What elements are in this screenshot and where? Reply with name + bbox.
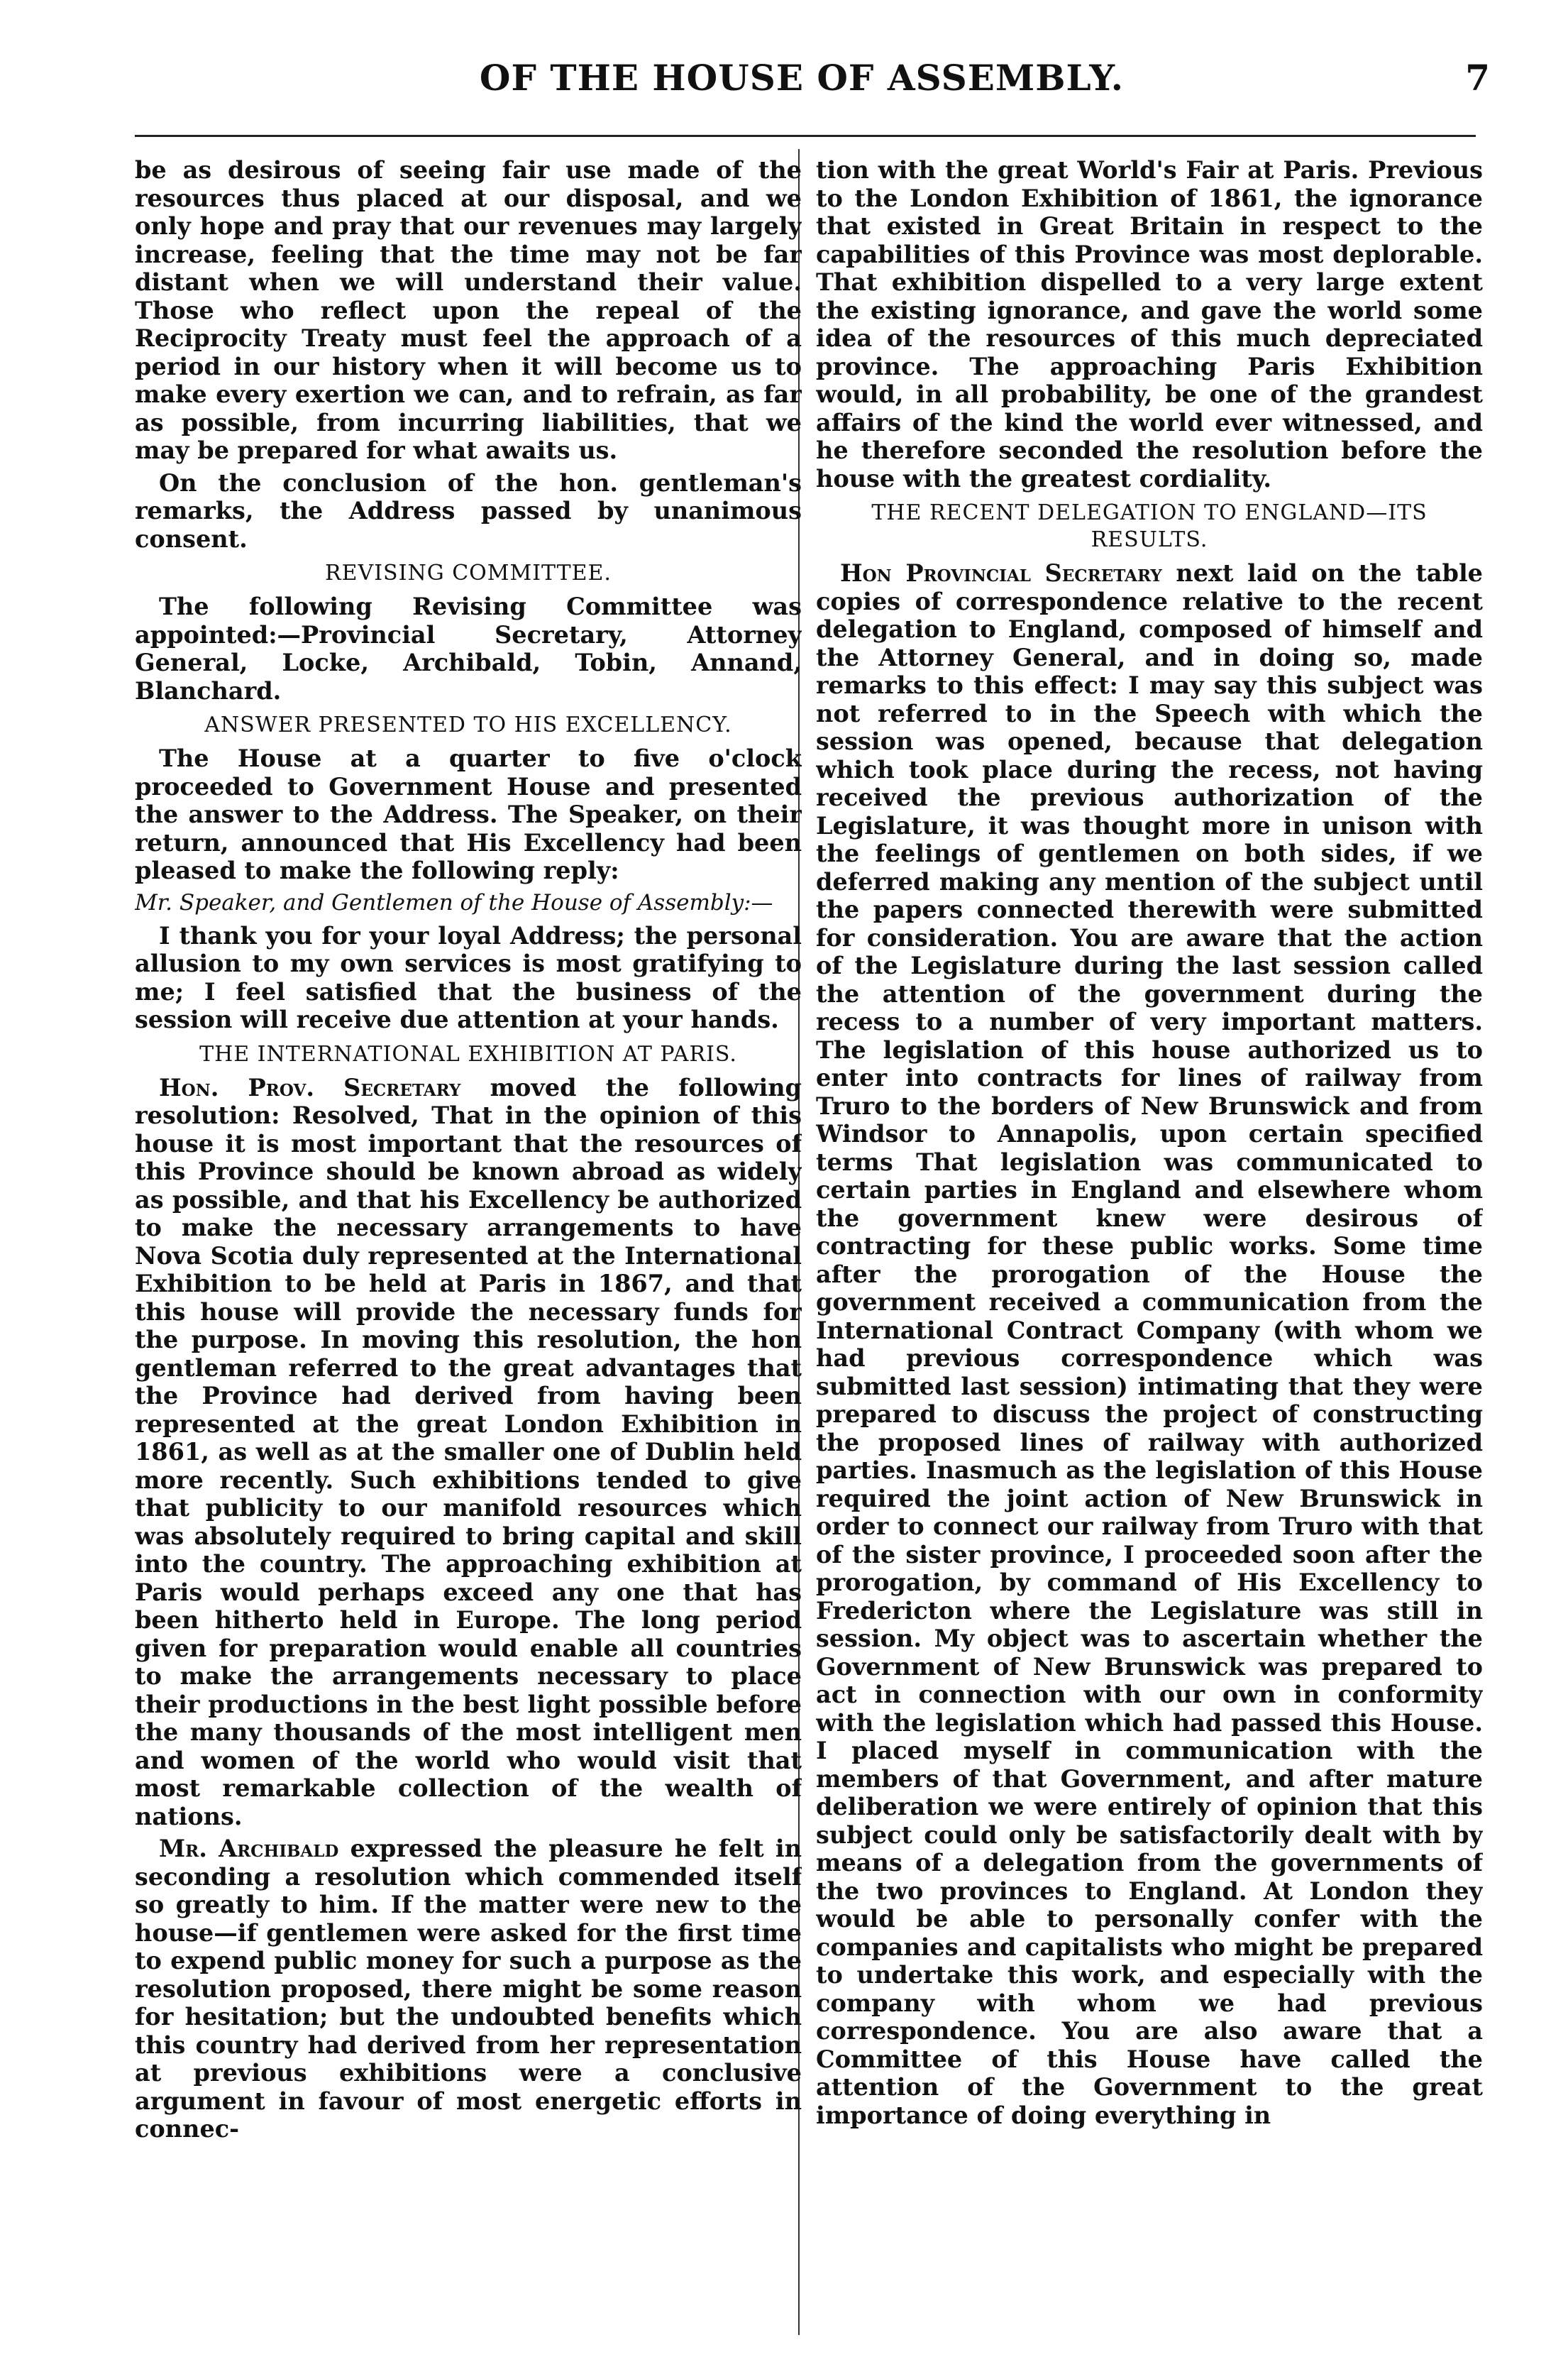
page-header [114,57,1490,121]
paragraph-text: moved the following resolution: Resolved, That in the opinion of this house it is most important that the resources of this Province should be known abroad as widely as possible, and that his Excellency be authorized to make the necessary arrangements to have Nova Scotia duly represented at the International Exhibition to be held at Paris in 1867, and that this house will provide the necessary funds for the purpose. In moving this resolution, the hon gentleman referred to the great advantages that the Province had derived from having been represented at the great London Exhibition in 1861, as well as at the smaller one of Dublin held more recently. Such exhibitions tended to give that publicity to our manifold resources which was absolutely required to bring capital and skill into the country. The approaching exhibition at Paris would perhaps exceed any one that has been hitherto held in Europe. The long period given for preparation would enable all countries to make the arrangements necessary to place their productions in the best light possible before the many thousands of the most intelligent men and women of the world who would visit that most remarkable collection of the wealth of nations. [135,1073,802,1830]
section-heading: REVISING COMMITTEE. [325,561,612,586]
speaker-name: Hon. Prov. Secretary [159,1073,461,1101]
paragraph [816,559,1483,2129]
paragraph: tion with the great World's Fair at Paris. Previous to the London Exhibition of 1861, the ignorance that existed in Great Britain in respect to the capabilities of this Province was most deplorable. That exhibition dispelled to a very large extent the existing ignorance, and gave the world some idea of the resources of this much depreciated province. The approaching Paris Exhibition would, in all probability, be one of the grandest affairs of the kind the world ever witnessed, and he therefore seconded the resolution before the house with the greatest cordiality. [816,156,1483,493]
section-heading: THE RECENT DELEGATION TO ENGLAND—ITS RESULTS. [871,500,1428,552]
running-title: OF THE HOUSE OF ASSEMBLY. [479,57,1125,99]
paragraph: The House at a quarter to five o'clock proceeded to Government House and presented the answer to the Address. The Speaker, on their return, announced that His Excellency had been pleased to make the following reply: [135,745,802,884]
header-rule [135,135,1476,137]
page-number: 7 [1465,57,1490,99]
paragraph: I thank you for your loyal Address; the personal allusion to my own services is most gratifying to me; I feel satisfied that the business of the session will receive due attention at your hands. [135,921,802,1033]
left-column [135,156,802,2335]
paragraph [135,1074,802,1831]
reply-salutation: Mr. Speaker, and Gentlemen of the House of Assembly:— [135,889,773,916]
paragraph: On the conclusion of the hon. gentleman's remarks, the Address passed by unanimous consent. [135,468,802,553]
paragraph [135,1835,802,2143]
paragraph: be as desirous of seeing fair use made of the resources thus placed at our disposal, and we only hope and pray that our revenues may largely increase, feeling that the time may not be far distant when we will understand their value. Those who reflect upon the repeal of the Reciprocity Treaty must feel the approach of a period in our history when it will become us to make every exertion we can, and to refrain, as far as possible, from incurring liabilities, that we may be prepared for what awaits us. [135,156,802,464]
section-heading: ANSWER PRESENTED TO HIS EXCELLENCY. [204,713,732,737]
paragraph-text: expressed the pleasure he felt in seconding a resolution which commended itself so greatly to him. If the matter were new to the house—if gentlemen were asked for the first time to expend public money for such a purpose as the resolution proposed, there might be some reason for hesitation; but the undoubted benefits which this country had derived from her representation at previous exhibitions were a conclusive argument in favour of most energetic efforts in connec- [135,1835,802,2143]
paragraph: The following Revising Committee was appointed:—Provincial Secretary, Attorney General, Locke, Archibald, Tobin, Annand, Blanchard. [135,593,802,705]
speaker-name: Mr. Archibald [159,1835,339,1862]
right-column [816,156,1483,2335]
speaker-name: Hon Provincial Secretary [840,559,1162,587]
section-heading: THE INTERNATIONAL EXHIBITION AT PARIS. [199,1041,737,1067]
paragraph-text: next laid on the table copies of correspondence relative to the recent delegation to England, composed of himself and the Attorney General, and in doing so, made remarks to this effect: I may say this subject was not referred to in the Speech with which the session was opened, because that delegation which took place during the recess, not having received the previous authorization of the Legislature, it was thought more in unison with the feelings of gentlemen on both sides, if we deferred making any mention of the subject until the papers connected therewith were submitted for consideration. You are aware that the action of the Legislature during the last session called the attention of the government during the recess to a number of very important matters. The legislation of this house authorized us to enter into contracts for lines of railway from Truro to the borders of New Brunswick and from Windsor to Annapolis, upon certain specified terms That legislation was communicated to certain parties in England and elsewhere whom the government knew were desirous of contracting for these public works. Some time after the prorogation of the House the government received a communication from the International Contract Company (with whom we had previous correspondence which was submitted last session) intimating that they were prepared to discuss the project of constructing the proposed lines of railway with authorized parties. Inasmuch as the legislation of this House required the joint action of New Brunswick in order to connect our railway from Truro with that of the sister province, I proceeded soon after the prorogation, by command of His Excellency to Fredericton where the Legislature was still in session. My object was to ascertain whether the Government of New Brunswick was prepared to act in connection with our own in conformity with the legislation which had passed this House. I placed myself in communication with the members of that Government, and after mature deliberation we were entirely of opinion that this subject could only be satisfactorily dealt with by means of a delegation from the governments of the two provinces to England. At London they would be able to personally confer with the companies and capitalists who might be prepared to undertake this work, and especially with the company with whom we had previous correspondence. You are also aware that a Committee of this House have called the attention of the Government to the great importance of doing everything in [816,559,1483,2129]
